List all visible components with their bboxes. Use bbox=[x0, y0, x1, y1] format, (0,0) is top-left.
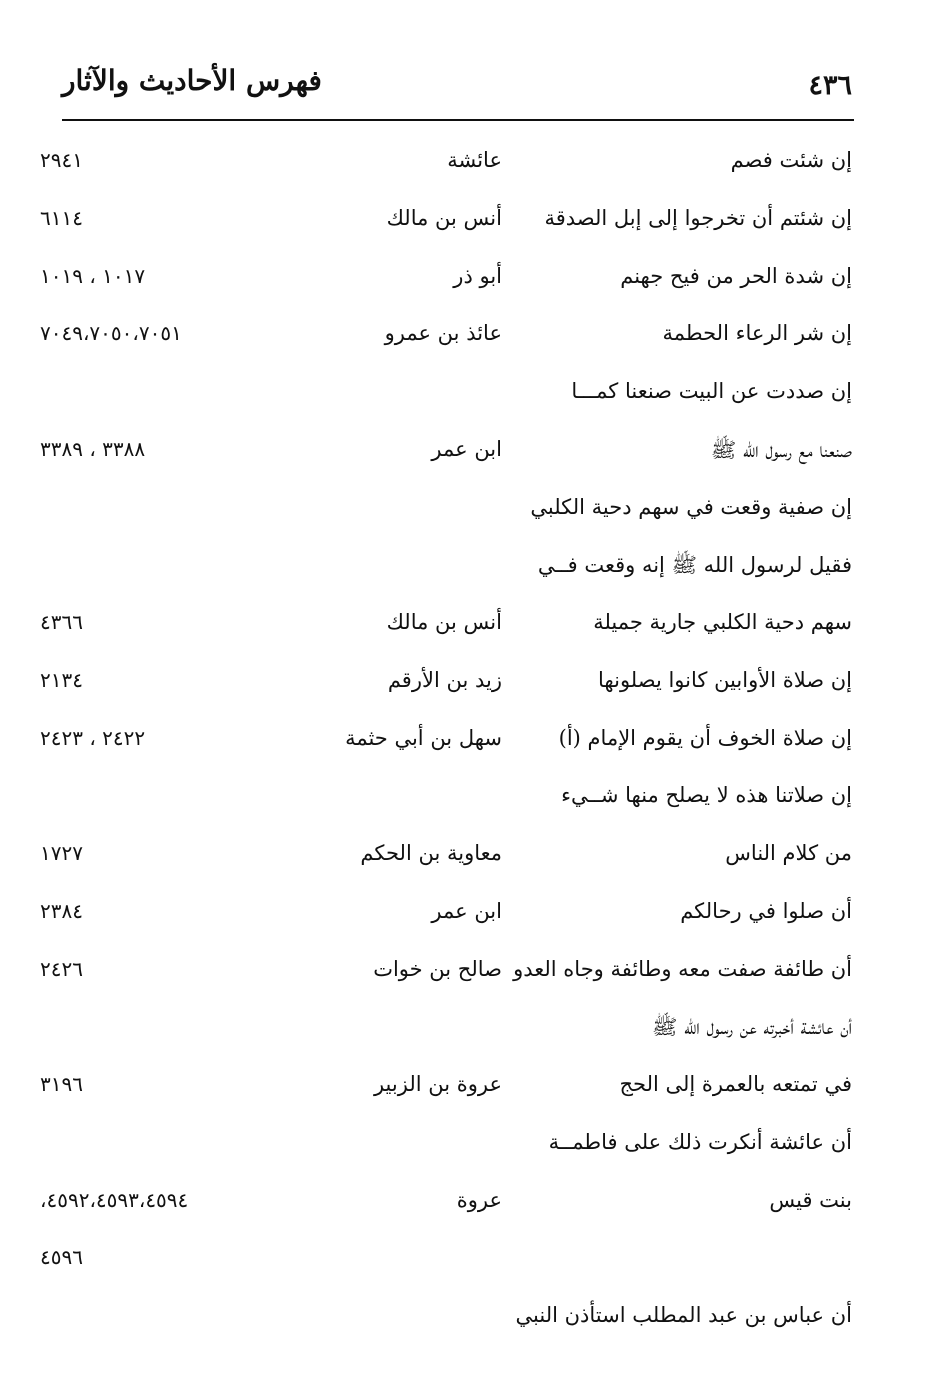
reference-numbers: ٧٠٤٩،٧٠٥٠،٧٠٥١ bbox=[40, 321, 182, 346]
index-row bbox=[40, 600, 852, 658]
hadith-text: أن طائفة صفت معه وطائفة وجاه العدو bbox=[513, 956, 852, 981]
narrator: عروة بن الزبير bbox=[373, 1072, 502, 1096]
index-row bbox=[40, 196, 852, 254]
hadith-text: إن صلاتنا هذه لا يصلح منها شــيء bbox=[561, 783, 852, 808]
index-row bbox=[40, 542, 852, 600]
hadith-text: أن عباس بن عبد المطلب استأذن النبي bbox=[515, 1303, 852, 1327]
hadith-text: إن شئت فصم bbox=[730, 148, 852, 172]
header-rule bbox=[62, 119, 854, 121]
reference-numbers: ٤٥٩٦ bbox=[40, 1245, 83, 1270]
index-row bbox=[40, 658, 852, 716]
index-row bbox=[40, 773, 852, 831]
index-row bbox=[40, 1178, 852, 1236]
narrator: عروة bbox=[456, 1187, 502, 1212]
hadith-text: أن صلوا في رحالكم bbox=[680, 898, 852, 923]
index-row bbox=[40, 254, 852, 312]
hadith-text: إن صددت عن البيت صنعنا كمـــا bbox=[571, 379, 852, 403]
index-row bbox=[40, 1062, 852, 1120]
hadith-text: صنعنا مع رسول الله ﷺ bbox=[710, 437, 852, 462]
narrator: أنس بن مالك bbox=[386, 205, 502, 230]
page-header bbox=[62, 56, 854, 106]
index-row bbox=[40, 889, 852, 947]
hadith-text: إن شئتم أن تخرجوا إلى إبل الصدقة bbox=[544, 205, 852, 230]
reference-numbers: ٢٤٢٢ ، ٢٤٢٣ bbox=[40, 725, 146, 750]
hadith-text: إن صلاة الخوف أن يقوم الإمام (أ) bbox=[558, 725, 852, 750]
reference-numbers: ٤٣٦٦ bbox=[40, 610, 83, 634]
hadith-text: فقيل لرسول الله ﷺ إنه وقعت فــي bbox=[537, 553, 852, 578]
narrator: معاوية بن الحكم bbox=[360, 841, 502, 865]
hadith-index-list bbox=[40, 138, 852, 1351]
reference-numbers: ٢٣٨٤ bbox=[40, 898, 83, 923]
narrator: ابن عمر bbox=[431, 436, 502, 461]
hadith-text: إن شر الرعاء الحطمة bbox=[662, 321, 852, 346]
hadith-text: في تمتعه بالعمرة إلى الحج bbox=[619, 1072, 852, 1096]
reference-numbers: ٤٥٩٢،٤٥٩٣،٤٥٩٤، bbox=[40, 1187, 189, 1212]
narrator: سهل بن أبي حثمة bbox=[345, 725, 502, 750]
hadith-text: إن شدة الحر من فيح جهنم bbox=[620, 263, 852, 288]
hadith-text: سهم دحية الكلبي جارية جميلة bbox=[593, 610, 852, 634]
reference-numbers: ٢٩٤١ bbox=[40, 148, 83, 172]
reference-numbers: ٢٤٢٦ bbox=[40, 956, 83, 981]
narrator: أبو ذر bbox=[453, 263, 502, 288]
index-row bbox=[40, 1120, 852, 1178]
hadith-text: أن عائشة أنكرت ذلك على فاطمــة bbox=[548, 1129, 852, 1154]
hadith-text: من كلام الناس bbox=[725, 841, 852, 865]
index-row bbox=[40, 485, 852, 543]
narrator: زيد بن الأرقم bbox=[387, 667, 502, 692]
narrator: عائذ بن عمرو bbox=[384, 321, 502, 346]
hadith-text: بنت قيس bbox=[769, 1187, 852, 1212]
narrator: أنس بن مالك bbox=[386, 610, 502, 634]
hadith-text: إن صلاة الأوابين كانوا يصلونها bbox=[598, 667, 852, 692]
index-row bbox=[40, 1293, 852, 1351]
index-row bbox=[40, 427, 852, 485]
index-row bbox=[40, 138, 852, 196]
reference-numbers: ١٠١٧ ، ١٠١٩ bbox=[40, 263, 146, 288]
reference-numbers: ١٧٢٧ bbox=[40, 841, 83, 865]
narrator: ابن عمر bbox=[431, 898, 502, 923]
page-number: ٤٣٦ bbox=[808, 70, 852, 101]
index-row bbox=[40, 716, 852, 774]
index-row bbox=[40, 369, 852, 427]
hadith-text: أن عائشة أخبرته عن رسول الله ﷺ bbox=[652, 1015, 852, 1040]
index-row bbox=[40, 311, 852, 369]
reference-numbers: ٢١٣٤ bbox=[40, 667, 83, 692]
index-row bbox=[40, 1004, 852, 1062]
index-row bbox=[40, 947, 852, 1005]
reference-numbers: ٣١٩٦ bbox=[40, 1072, 83, 1096]
index-title: فهرس الأحاديث والآثار bbox=[62, 64, 322, 97]
reference-numbers: ٣٣٨٨ ، ٣٣٨٩ bbox=[40, 436, 146, 461]
narrator: عائشة bbox=[447, 148, 502, 172]
reference-numbers: ٦١١٤ bbox=[40, 205, 83, 230]
narrator: صالح بن خوات bbox=[373, 956, 502, 981]
index-row bbox=[40, 831, 852, 889]
hadith-text: إن صفية وقعت في سهم دحية الكلبي bbox=[530, 494, 852, 519]
index-row bbox=[40, 1235, 852, 1293]
